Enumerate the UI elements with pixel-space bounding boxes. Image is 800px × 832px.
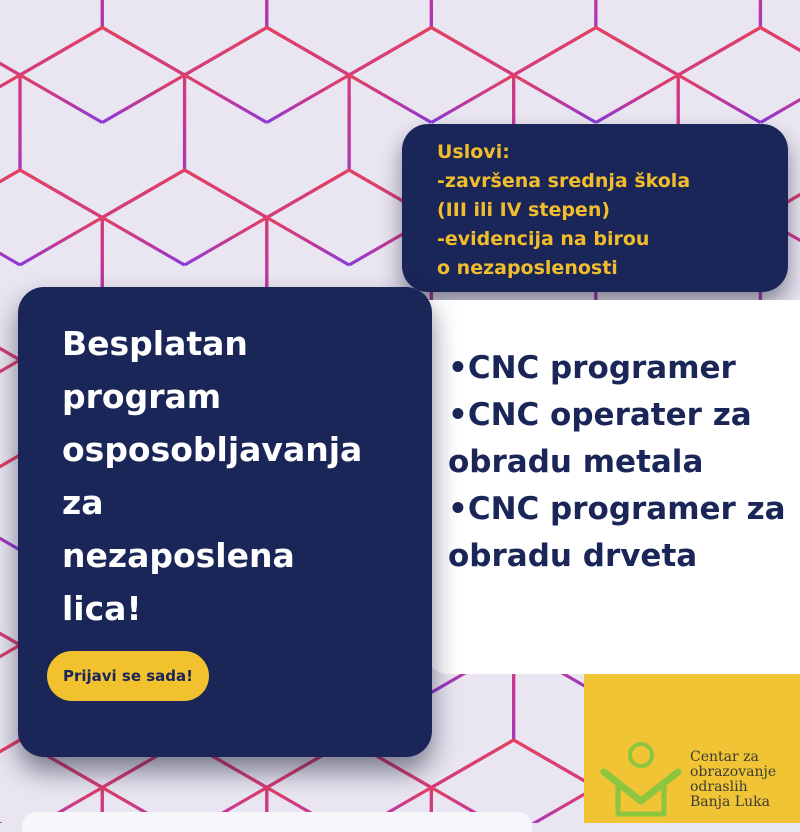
conditions-title: Uslovi: [437,141,510,163]
program-item: •CNC programer za [448,491,786,527]
hexagon-spoke [185,218,267,266]
program-item: •CNC operater za [448,397,752,433]
headline-card [18,287,432,757]
headline-line: Besplatan [62,324,248,363]
headline-line: nezaposlena [62,536,295,575]
program-item: •CNC programer [448,350,736,386]
headline-line: program [62,377,222,416]
hexagon-spoke [267,75,349,123]
condition-line: -završena srednja škola [437,170,691,192]
hexagon-shape [0,313,20,503]
hexagon-spoke [267,218,349,266]
hexagon-spoke [0,788,20,824]
hexagon-spoke [349,75,431,123]
hexagon-shape [431,740,596,823]
hexagon-shape [0,598,20,788]
headline-line: za [62,483,104,522]
headline-line: lica! [62,589,142,628]
program-item-continued: obradu metala [448,444,704,480]
bottom-card-edge [22,812,532,832]
logo-text-line: Centar za [690,749,759,765]
logo-text [690,750,776,810]
programs-panel [426,300,800,674]
hexagon-spoke [0,218,20,266]
hexagon-spoke [0,360,20,408]
logo-text-line: obrazovanje [690,764,777,780]
condition-line: (III ili IV stepen) [437,199,611,221]
hexagon-shape [0,28,20,218]
hexagon-spoke [0,75,20,123]
apply-now-button[interactable]: Prijavi se sada! [47,651,209,701]
hexagon-spoke [185,75,267,123]
hexagon-spoke [760,75,800,123]
hexagon-spoke [0,645,20,693]
hexagon-spoke [102,75,184,123]
condition-line: o nezaposlenosti [437,257,618,279]
logo-text-line: odraslih [690,779,748,795]
program-item-continued: obradu drveta [448,538,698,574]
hexagon-spoke [0,503,20,551]
adult-education-center-logo-icon [598,738,684,818]
hexagon-spoke [514,75,596,123]
logo-text-line: Banja Luka [690,794,770,810]
hexagon-spoke [431,75,513,123]
conditions-card [402,124,788,292]
condition-line: -evidencija na birou [437,228,650,250]
hexagon-spoke [20,218,102,266]
hexagon-spoke [678,75,760,123]
headline-line: osposobljavanja [62,430,363,469]
hexagon-spoke [102,218,184,266]
hexagon-spoke [20,75,102,123]
hexagon-spoke [596,75,678,123]
